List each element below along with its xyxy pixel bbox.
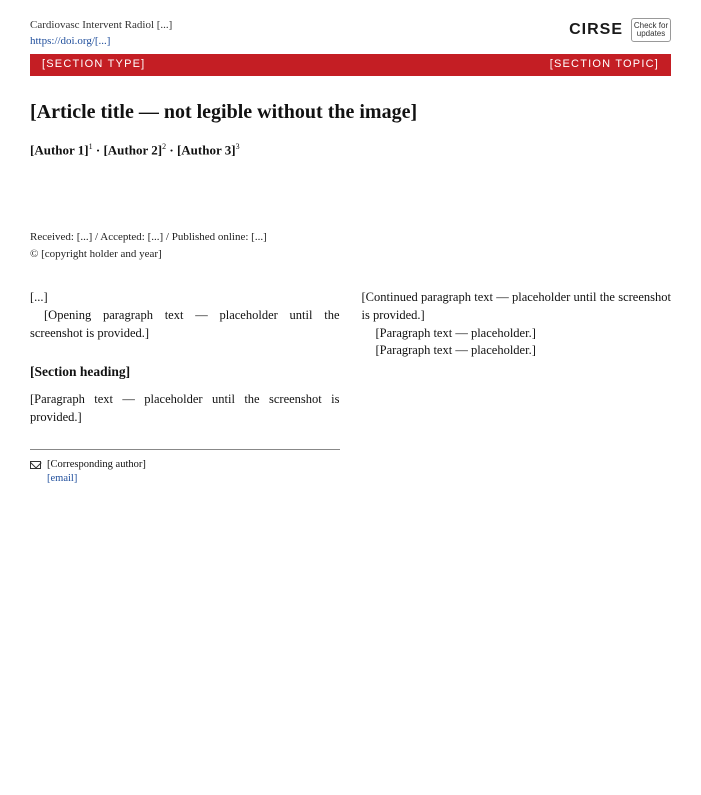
section-heading: [Section heading] xyxy=(30,364,131,380)
author-name[interactable]: [Author 2] xyxy=(103,142,163,158)
author-name[interactable]: [Author 1] xyxy=(30,142,89,158)
mail-icon xyxy=(30,461,41,469)
footnote-divider xyxy=(30,449,340,450)
journal-citation: Cardiovasc Intervent Radiol [...] xyxy=(30,19,173,31)
salutation: [...] xyxy=(30,290,48,304)
contact-name: [Corresponding author] xyxy=(47,458,146,470)
publication-dates: Received: [...] / Accepted: [...] / Published online: [...] xyxy=(30,230,267,243)
contact-details xyxy=(47,458,146,486)
running-head-left xyxy=(30,18,172,49)
body-paragraph: [Continued paragraph text — placeholder until the screenshot is provided.] xyxy=(361,290,671,322)
journal-logo: CIRSE xyxy=(569,20,623,38)
author-separator: · xyxy=(169,142,177,158)
author-affiliation-marker: 3 xyxy=(235,142,240,151)
contact-block xyxy=(30,458,340,486)
article-title: [Article title — not legible without the image] xyxy=(30,101,418,123)
body-columns xyxy=(30,289,671,492)
section-topic: [SECTION TOPIC] xyxy=(549,58,659,71)
body-paragraph: [Paragraph text — placeholder.] xyxy=(375,325,536,340)
section-type: [SECTION TYPE] xyxy=(42,58,146,71)
contact-email[interactable]: [email] xyxy=(47,473,78,485)
body-paragraph: [Paragraph text — placeholder.] xyxy=(375,343,536,358)
author-separator: · xyxy=(95,142,104,158)
author-affiliation-marker: 1 xyxy=(88,142,93,151)
author-list xyxy=(30,141,671,160)
author-name[interactable]: [Author 3] xyxy=(176,142,236,158)
body-column-right xyxy=(362,289,672,492)
author-affiliation-marker: 2 xyxy=(162,142,167,151)
body-paragraph: [Opening paragraph text — placeholder until the screenshot is provided.] xyxy=(30,307,340,340)
running-head-right xyxy=(569,18,671,42)
doi-link[interactable]: https://doi.org/[...] xyxy=(30,34,111,47)
section-bar xyxy=(30,54,671,76)
running-head xyxy=(30,18,671,47)
copyright-notice: © [copyright holder and year] xyxy=(30,248,162,261)
contact-row xyxy=(30,458,340,486)
body-column-left xyxy=(30,289,340,492)
check-for-updates-badge[interactable]: Check for updates xyxy=(631,18,671,42)
body-paragraph: [Paragraph text — placeholder until the screenshot is provided.] xyxy=(30,392,340,425)
